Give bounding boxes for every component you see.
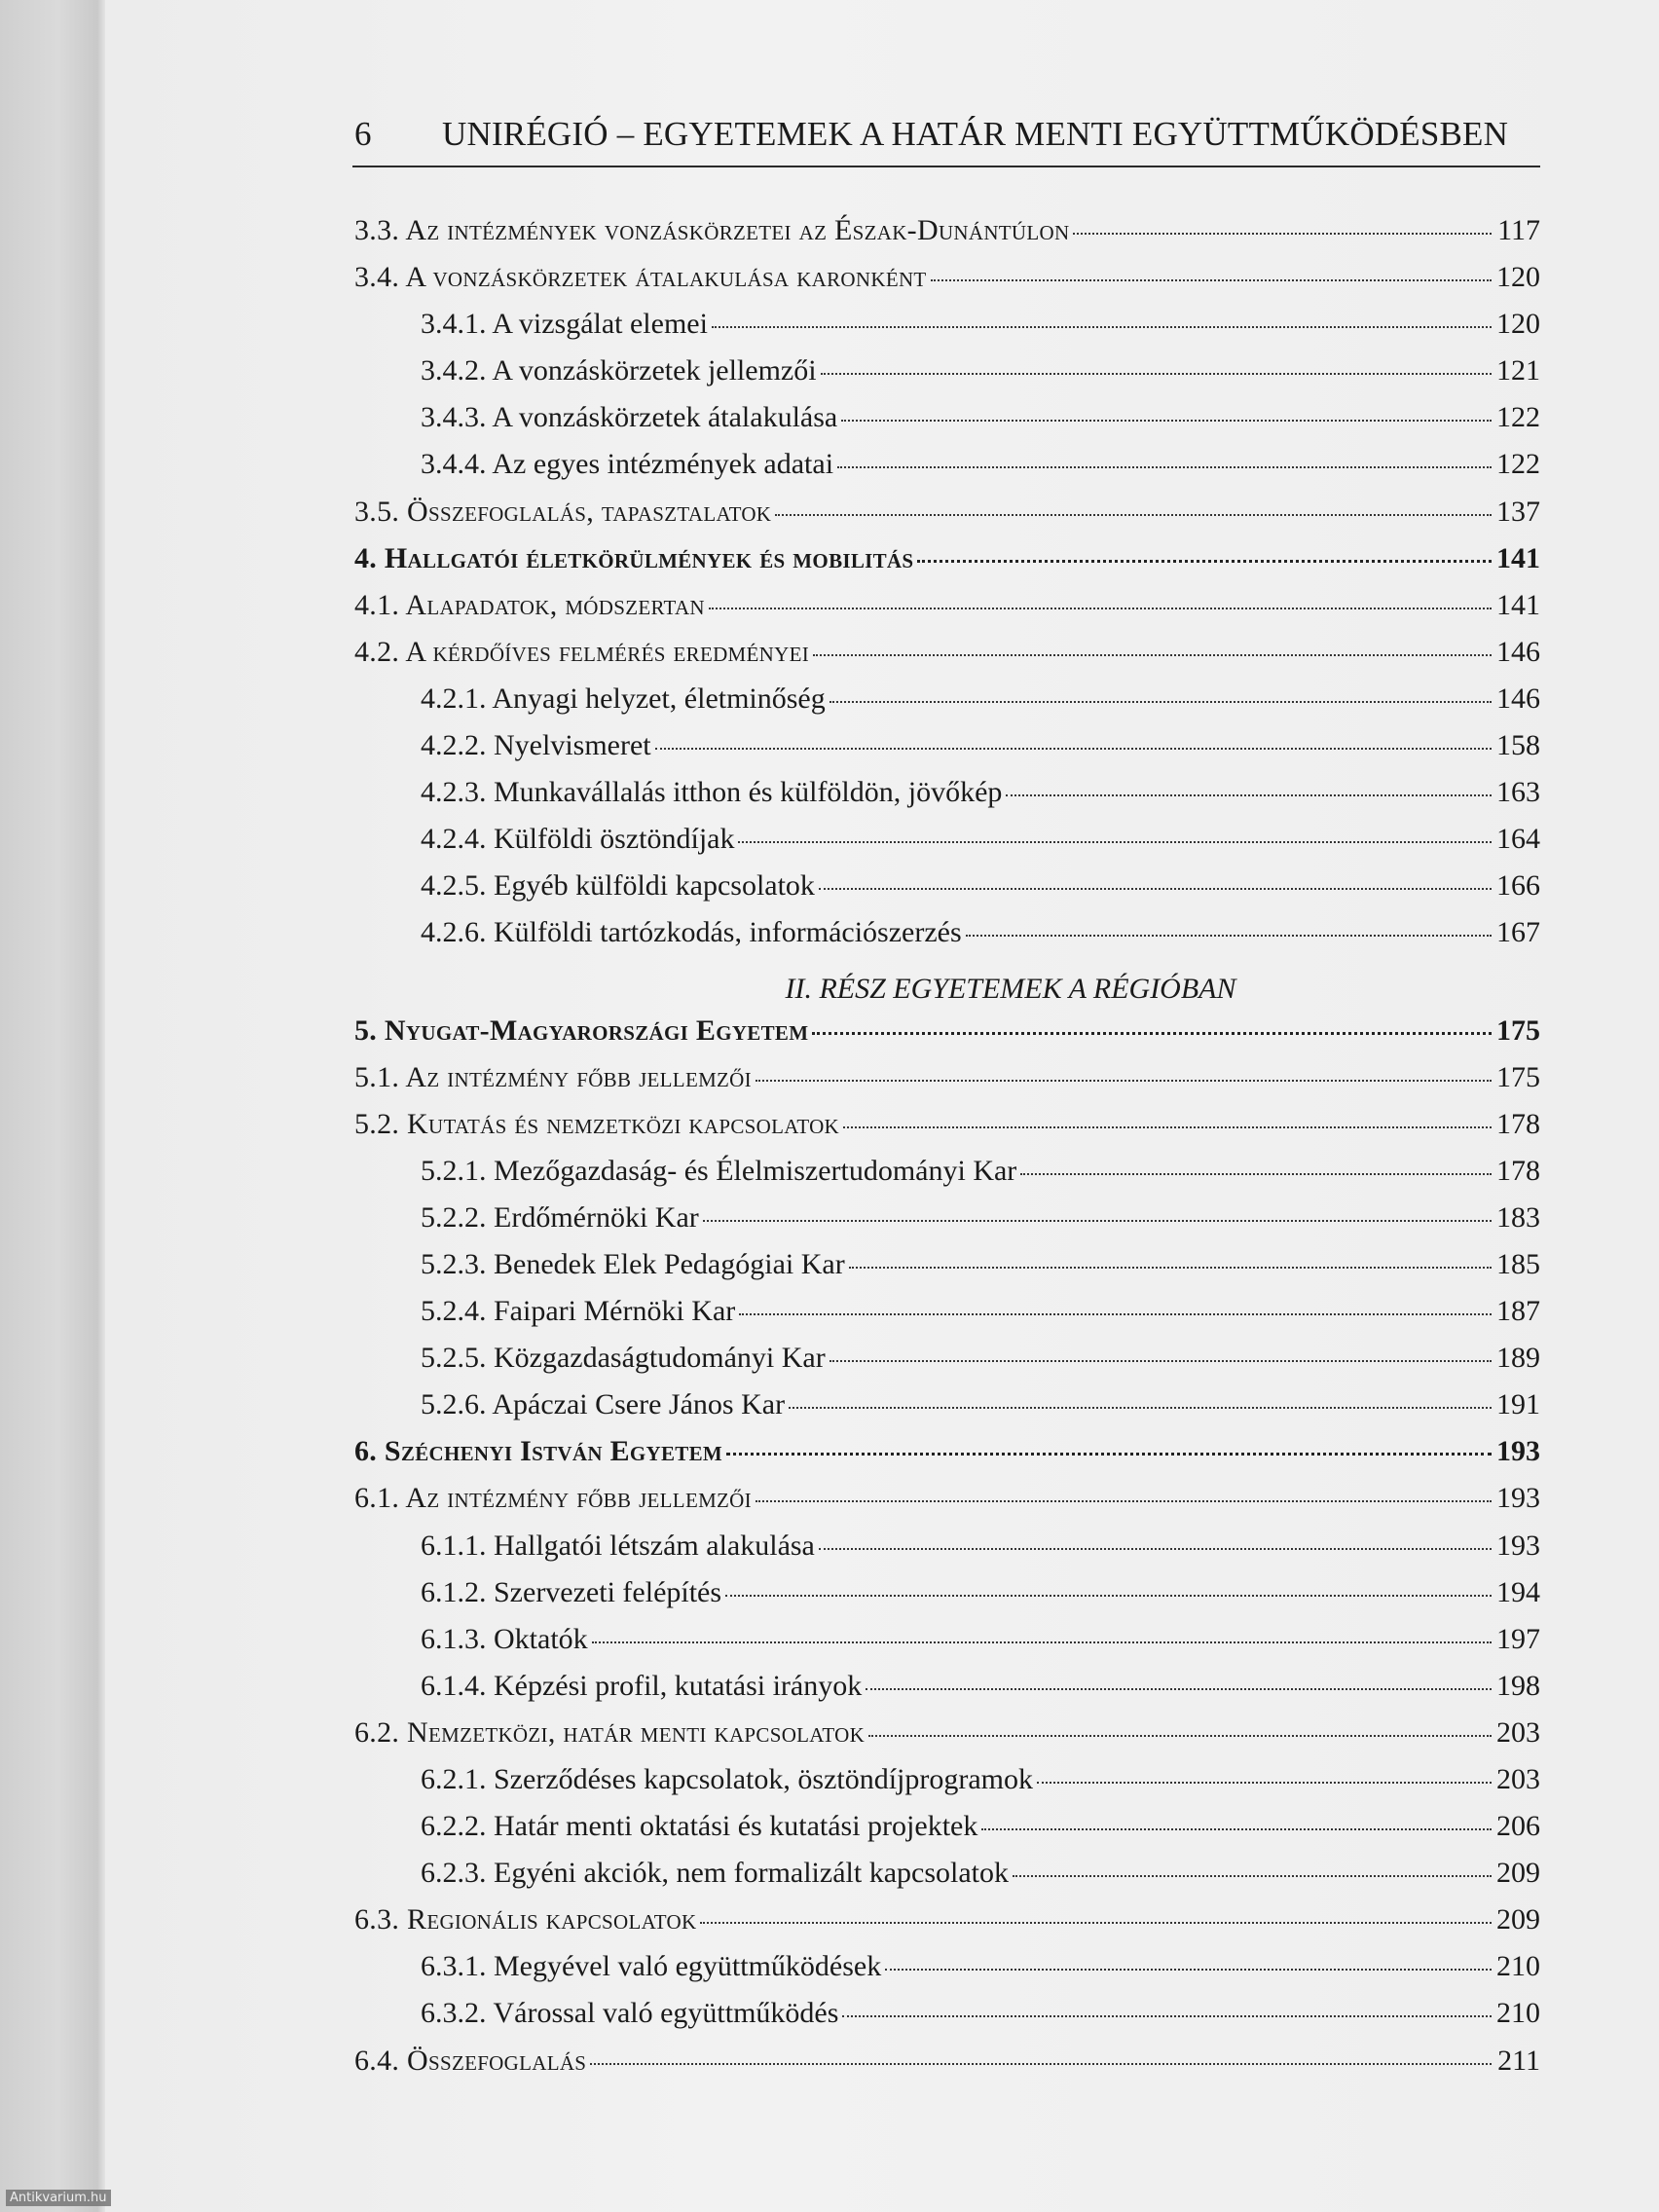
toc-entry-title: Anyagi helyzet, életminőség bbox=[492, 682, 826, 715]
toc-entry bbox=[354, 682, 1540, 729]
part-heading: II. RÉSZ EGYETEMEK A RÉGIÓBAN bbox=[785, 972, 1236, 1005]
toc-entry bbox=[354, 1482, 1540, 1529]
toc-entry-number: 4.2.1. bbox=[421, 682, 487, 715]
toc-entry-page: 189 bbox=[1496, 1342, 1540, 1375]
toc-entry-label bbox=[354, 589, 705, 622]
toc-entry-title: Hallgatói létszám alakulása bbox=[494, 1529, 815, 1562]
toc-entry-page: 193 bbox=[1496, 1529, 1540, 1562]
toc-entry-page: 178 bbox=[1496, 1154, 1540, 1187]
toc-entry-title: Külföldi ösztöndíjak bbox=[494, 823, 735, 856]
toc-entry-page: 197 bbox=[1496, 1622, 1540, 1655]
toc-entry-title: Mezőgazdaság- és Élelmiszertudományi Kar bbox=[494, 1154, 1017, 1187]
toc-entry-title: Alapadatok, módszertan bbox=[405, 588, 705, 621]
toc-entry bbox=[354, 729, 1540, 776]
toc-entry-label bbox=[354, 916, 962, 949]
toc-entry bbox=[354, 1670, 1540, 1716]
toc-entry-label bbox=[354, 1950, 881, 1983]
toc-entry-page: 185 bbox=[1496, 1247, 1540, 1280]
toc-entry-page: 203 bbox=[1496, 1715, 1540, 1749]
toc-entry-title: Nemzetközi, határ menti kapcsolatok bbox=[407, 1715, 866, 1749]
toc-entry-number: 6.2.3. bbox=[421, 1857, 487, 1890]
dot-leader bbox=[981, 1828, 1492, 1830]
toc-entry-label bbox=[354, 1342, 826, 1375]
toc-entry bbox=[354, 214, 1540, 261]
toc-entry-label bbox=[354, 1716, 865, 1750]
toc-entry-page: 210 bbox=[1496, 1997, 1540, 2030]
dot-leader bbox=[590, 2063, 1492, 2065]
toc-entry-label bbox=[354, 636, 809, 669]
toc-entry bbox=[354, 1763, 1540, 1810]
toc-entry-number: 3.5. bbox=[354, 495, 400, 528]
toc-entry-label bbox=[354, 354, 817, 387]
toc-entry-title: A vizsgálat elemei bbox=[492, 308, 708, 341]
toc-entry-page: 120 bbox=[1496, 308, 1540, 341]
toc-entry-label bbox=[354, 1623, 588, 1656]
toc-entry bbox=[354, 261, 1540, 308]
toc-entry-page: 198 bbox=[1496, 1669, 1540, 1702]
toc-entry-number: 5.2.2. bbox=[421, 1200, 487, 1234]
dot-leader bbox=[775, 514, 1492, 516]
toc-entry-number: 5.2.1. bbox=[421, 1154, 487, 1187]
toc-entry-title: Nyugat-Magyarországi Egyetem bbox=[384, 1014, 809, 1047]
toc-entry-page: 209 bbox=[1496, 1903, 1540, 1936]
running-title: UNIRÉGIÓ – EGYETEMEK A HATÁR MENTI EGYÜTTMŰKÖDÉSBEN bbox=[442, 115, 1509, 153]
toc-entry bbox=[354, 1576, 1540, 1623]
toc-entry-page: 146 bbox=[1496, 682, 1540, 715]
dot-leader bbox=[712, 326, 1492, 328]
dot-leader bbox=[819, 1548, 1492, 1550]
toc-entry-title: Szerződéses kapcsolatok, ösztöndíjprogramok bbox=[494, 1763, 1034, 1795]
dot-leader bbox=[703, 1220, 1492, 1222]
toc-entry-label bbox=[354, 1857, 1009, 1890]
toc-entry-page: 193 bbox=[1496, 1482, 1540, 1515]
dot-leader bbox=[756, 1080, 1492, 1082]
toc-entry bbox=[354, 1155, 1540, 1201]
dot-leader bbox=[726, 1453, 1492, 1456]
toc-entry-number: 5.2.3. bbox=[421, 1247, 487, 1280]
toc-entry bbox=[354, 1857, 1540, 1903]
toc-entry-label bbox=[354, 542, 913, 575]
toc-entry-number: 4.2.6. bbox=[421, 916, 487, 949]
toc-entry bbox=[354, 542, 1540, 589]
toc-entry bbox=[354, 1903, 1540, 1950]
toc-entry bbox=[354, 1623, 1540, 1670]
running-head bbox=[354, 115, 1540, 154]
page-edge bbox=[0, 0, 105, 2212]
toc-entry-number: 4.2.4. bbox=[421, 823, 487, 856]
toc-entry-title: Erdőmérnöki Kar bbox=[494, 1200, 699, 1234]
toc-entry bbox=[354, 496, 1540, 542]
toc-entry-number: 3.4.2. bbox=[421, 354, 487, 387]
toc-entry-number: 6.3. bbox=[354, 1903, 400, 1936]
page-number: 6 bbox=[354, 115, 372, 153]
toc-entry-title: Oktatók bbox=[494, 1622, 588, 1655]
dot-leader bbox=[739, 1313, 1492, 1315]
toc-entry-number: 4. bbox=[354, 541, 378, 574]
toc-entry-label bbox=[354, 1576, 721, 1609]
toc-entry-title: Az egyes intézmények adatai bbox=[492, 448, 834, 481]
toc-entry-number: 3.3. bbox=[354, 214, 400, 246]
toc-entry-title: A kérdőíves felmérés eredményei bbox=[405, 635, 809, 668]
toc-entry bbox=[354, 1997, 1540, 2044]
toc-entry-number: 5.2.4. bbox=[421, 1295, 487, 1328]
toc-entry-page: 146 bbox=[1496, 635, 1540, 668]
toc-entry-label bbox=[354, 1482, 752, 1515]
toc-entry-page: 209 bbox=[1496, 1857, 1540, 1890]
toc-entry-title: A vonzáskörzetek átalakulása bbox=[492, 401, 838, 434]
toc-entry-number: 6.2.2. bbox=[421, 1810, 487, 1843]
toc-entry bbox=[354, 354, 1540, 401]
toc-entry bbox=[354, 1388, 1540, 1435]
toc-entry-label bbox=[354, 682, 826, 716]
toc-entry bbox=[354, 916, 1540, 963]
toc-entry-number: 3.4. bbox=[354, 261, 400, 294]
toc-entry-label bbox=[354, 214, 1069, 247]
toc-entry-number: 3.4.4. bbox=[421, 448, 487, 481]
toc-entry-label bbox=[354, 776, 1002, 809]
toc-entry-number: 4.2.2. bbox=[421, 729, 487, 762]
toc-entry-label bbox=[354, 1108, 839, 1141]
dot-leader bbox=[813, 654, 1492, 656]
toc-entry-label bbox=[354, 729, 651, 762]
toc-entry-page: 141 bbox=[1496, 541, 1540, 574]
dot-leader bbox=[866, 1688, 1492, 1690]
toc-entry-number: 4.1. bbox=[354, 588, 400, 621]
toc-entry bbox=[354, 636, 1540, 682]
toc-entry-label bbox=[354, 823, 734, 856]
toc-entry bbox=[354, 448, 1540, 495]
toc-entry-title: Az intézmény főbb jellemzői bbox=[405, 1482, 752, 1515]
toc-entry-page: 163 bbox=[1496, 776, 1540, 809]
toc-entry-label bbox=[354, 1388, 785, 1421]
toc-entry-page: 187 bbox=[1496, 1295, 1540, 1328]
toc-entry-title: Hallgatói életkörülmények és mobilitás bbox=[384, 541, 914, 574]
toc-entry-title: Egyéni akciók, nem formalizált kapcsolatok bbox=[494, 1857, 1009, 1890]
dot-leader bbox=[837, 466, 1492, 468]
toc-entry bbox=[354, 1810, 1540, 1857]
toc-entry-title: Az intézmények vonzáskörzetei az Észak-Dunántúlon bbox=[405, 214, 1070, 246]
toc-entry-page: 120 bbox=[1496, 261, 1540, 294]
toc-entry-title: Az intézmény főbb jellemzői bbox=[405, 1060, 752, 1093]
toc-entry-title: Munkavállalás itthon és külföldön, jövőkép bbox=[494, 776, 1003, 809]
toc-entry-title: A vonzáskörzetek átalakulása karonként bbox=[405, 261, 927, 294]
dot-leader bbox=[1013, 1875, 1492, 1877]
toc-entry-page: 158 bbox=[1496, 729, 1540, 762]
toc-entry-label bbox=[354, 869, 815, 903]
toc-entry-number: 6.4. bbox=[354, 2044, 400, 2077]
toc-entry-title: Regionális kapcsolatok bbox=[407, 1903, 697, 1936]
toc-entry-page: 122 bbox=[1496, 401, 1540, 434]
toc-entry bbox=[354, 1295, 1540, 1342]
toc-entry-number: 6. bbox=[354, 1435, 378, 1468]
toc-entry-label bbox=[354, 1810, 977, 1843]
toc-entry-number: 5.2.6. bbox=[421, 1388, 487, 1421]
dot-leader bbox=[841, 420, 1492, 422]
toc-entry-label bbox=[354, 1903, 696, 1936]
toc-entry-page: 166 bbox=[1496, 869, 1540, 903]
toc-entry-page: 167 bbox=[1496, 916, 1540, 949]
toc-entry-number: 4.2. bbox=[354, 635, 400, 668]
toc-entry-number: 5.2. bbox=[354, 1107, 400, 1140]
dot-leader bbox=[830, 1360, 1492, 1362]
toc-entry-title: Közgazdaságtudományi Kar bbox=[494, 1342, 826, 1375]
toc-entry-number: 6.2. bbox=[354, 1715, 400, 1749]
dot-leader bbox=[917, 560, 1492, 563]
toc-entry-page: 178 bbox=[1496, 1107, 1540, 1140]
dot-leader bbox=[821, 373, 1492, 375]
toc-entry-label bbox=[354, 308, 708, 341]
toc-entry-number: 4.2.3. bbox=[421, 776, 487, 809]
toc-entry-title: Apáczai Csere János Kar bbox=[492, 1388, 786, 1421]
toc-entry-title: Faipari Mérnöki Kar bbox=[494, 1295, 736, 1328]
toc-entry-number: 4.2.5. bbox=[421, 869, 487, 903]
toc-entry-number: 6.1.4. bbox=[421, 1669, 487, 1702]
toc-entry-label bbox=[354, 261, 927, 294]
toc-entry-title: Széchenyi István Egyetem bbox=[384, 1435, 723, 1468]
toc-entry-label bbox=[354, 401, 837, 434]
toc-entry-number: 6.3.1. bbox=[421, 1950, 487, 1983]
toc-entry-label bbox=[354, 1014, 808, 1048]
toc-entry-page: 117 bbox=[1497, 214, 1540, 246]
toc-entry-number: 6.1.2. bbox=[421, 1575, 487, 1608]
dot-leader bbox=[1020, 1173, 1492, 1175]
toc-entry-label bbox=[354, 1155, 1016, 1188]
toc-entry-label bbox=[354, 2045, 586, 2078]
toc-entry bbox=[354, 1435, 1540, 1482]
dot-leader bbox=[931, 279, 1492, 281]
toc-entry-number: 3.4.1. bbox=[421, 308, 487, 341]
dot-leader bbox=[842, 2015, 1492, 2017]
toc-entry-label bbox=[354, 1061, 752, 1094]
toc-entry-title: A vonzáskörzetek jellemzői bbox=[492, 354, 817, 387]
dot-leader bbox=[868, 1735, 1492, 1737]
toc-entry bbox=[354, 776, 1540, 823]
dot-leader bbox=[655, 748, 1492, 750]
dot-leader bbox=[812, 1032, 1492, 1035]
toc-entry-number: 5. bbox=[354, 1014, 378, 1047]
toc-entry-title: Szervezeti felépítés bbox=[494, 1575, 722, 1608]
header-rule bbox=[352, 166, 1540, 167]
toc-entry-title: Képzési profil, kutatási irányok bbox=[494, 1669, 863, 1702]
toc-entry-number: 6.3.2. bbox=[421, 1997, 487, 2030]
toc-entry-number: 6.1.1. bbox=[421, 1529, 487, 1562]
dot-leader bbox=[885, 1969, 1492, 1971]
toc-entry-page: 193 bbox=[1496, 1435, 1540, 1468]
dot-leader bbox=[1037, 1782, 1492, 1784]
dot-leader bbox=[830, 701, 1492, 703]
toc-entry-label bbox=[354, 448, 833, 481]
dot-leader bbox=[1006, 794, 1492, 796]
toc-entry-title: Összefoglalás bbox=[407, 2044, 587, 2077]
toc-entry-label bbox=[354, 1530, 815, 1563]
dot-leader bbox=[592, 1641, 1492, 1643]
toc-entry-page: 206 bbox=[1496, 1810, 1540, 1843]
toc-entry bbox=[354, 1248, 1540, 1295]
toc-entry-number: 3.4.3. bbox=[421, 401, 487, 434]
toc-entry-page: 175 bbox=[1496, 1014, 1540, 1047]
table-of-contents bbox=[354, 214, 1540, 2091]
toc-entry bbox=[354, 1014, 1540, 1061]
toc-entry bbox=[354, 1530, 1540, 1576]
dot-leader bbox=[819, 888, 1492, 890]
toc-entry-page: 175 bbox=[1496, 1060, 1540, 1093]
toc-entry bbox=[354, 2045, 1540, 2091]
toc-entry bbox=[354, 308, 1540, 354]
watermark: Antikvarium.hu bbox=[6, 2190, 111, 2206]
toc-entry bbox=[354, 1108, 1540, 1155]
dot-leader bbox=[789, 1407, 1492, 1409]
toc-entry-title: Várossal való együttműködés bbox=[493, 1997, 839, 2030]
toc-entry-number: 6.2.1. bbox=[421, 1763, 487, 1795]
toc-entry bbox=[354, 401, 1540, 448]
toc-entry-label bbox=[354, 1763, 1033, 1796]
toc-entry-page: 191 bbox=[1496, 1388, 1540, 1421]
dot-leader bbox=[1073, 233, 1492, 235]
toc-entry-label bbox=[354, 1670, 862, 1703]
toc-entry bbox=[354, 1061, 1540, 1108]
toc-entry-page: 141 bbox=[1496, 588, 1540, 621]
toc-entry-page: 194 bbox=[1496, 1575, 1540, 1608]
toc-entry-label bbox=[354, 1435, 722, 1468]
dot-leader bbox=[849, 1267, 1492, 1269]
toc-entry-page: 122 bbox=[1496, 448, 1540, 481]
toc-entry-label bbox=[354, 1295, 735, 1328]
dot-leader bbox=[756, 1500, 1492, 1502]
dot-leader bbox=[843, 1126, 1492, 1128]
dot-leader bbox=[700, 1922, 1492, 1924]
toc-entry-title: Kutatás és nemzetközi kapcsolatok bbox=[407, 1107, 840, 1140]
toc-entry bbox=[354, 1342, 1540, 1388]
toc-entry bbox=[354, 1201, 1540, 1248]
toc-entry-page: 183 bbox=[1496, 1200, 1540, 1234]
toc-entry bbox=[354, 823, 1540, 869]
toc-entry-page: 121 bbox=[1496, 354, 1540, 387]
toc-entry-number: 5.1. bbox=[354, 1060, 400, 1093]
dot-leader bbox=[966, 935, 1492, 937]
dot-leader bbox=[725, 1595, 1492, 1597]
toc-entry bbox=[354, 1950, 1540, 1997]
toc-entry-page: 210 bbox=[1496, 1950, 1540, 1983]
dot-leader bbox=[738, 841, 1492, 843]
toc-entry-title: Külföldi tartózkodás, információszerzés bbox=[494, 916, 962, 949]
toc-entry bbox=[354, 589, 1540, 636]
toc-entry-page: 211 bbox=[1497, 2044, 1540, 2077]
toc-entry bbox=[354, 869, 1540, 916]
dot-leader bbox=[709, 608, 1492, 609]
toc-entry-title: Határ menti oktatási és kutatási projektek bbox=[494, 1810, 978, 1843]
toc-entry-title: Összefoglalás, tapasztalatok bbox=[407, 495, 772, 528]
toc-entry bbox=[354, 1716, 1540, 1763]
toc-entry-title: Egyéb külföldi kapcsolatok bbox=[494, 869, 815, 903]
toc-entry-page: 137 bbox=[1496, 495, 1540, 528]
toc-entry-title: Benedek Elek Pedagógiai Kar bbox=[494, 1247, 845, 1280]
toc-entry-page: 164 bbox=[1496, 823, 1540, 856]
toc-entry-title: Nyelvismeret bbox=[494, 729, 651, 762]
toc-entry-page: 203 bbox=[1496, 1763, 1540, 1795]
toc-entry-label bbox=[354, 1248, 845, 1281]
toc-entry-label bbox=[354, 496, 771, 529]
toc-entry-title: Megyével való együttműködések bbox=[494, 1950, 882, 1983]
toc-entry-number: 5.2.5. bbox=[421, 1342, 487, 1375]
toc-entry-label bbox=[354, 1997, 838, 2030]
toc-entry-number: 6.1. bbox=[354, 1482, 400, 1515]
toc-entry-label bbox=[354, 1201, 699, 1235]
toc-entry-number: 6.1.3. bbox=[421, 1622, 487, 1655]
